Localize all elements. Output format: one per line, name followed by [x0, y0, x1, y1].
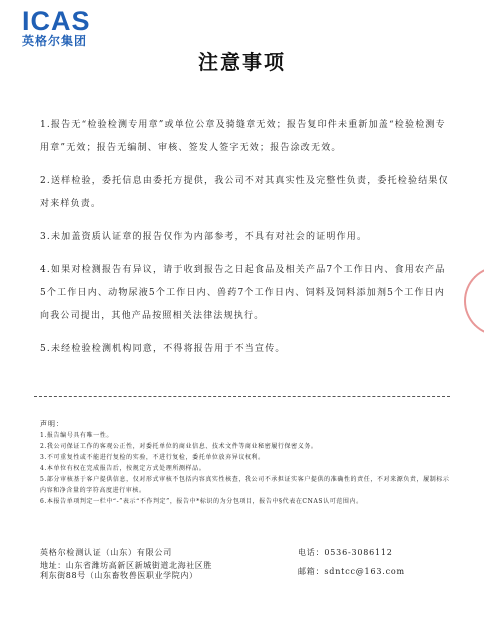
logo-text-en: ICAS — [22, 6, 91, 36]
note-4: 4.如果对检测报告有异议，请于收到报告之日起食品及相关产品7个工作日内、食用农产品5个工作日内、动物尿液5个工作日内、兽药7个工作日内、饲料及饲料添加剂5个工作日内向我公司提出，其他产品按照相关法律法规执行。 — [40, 265, 446, 321]
footer-company-name: 英格尔检测认证（山东）有限公司 — [40, 548, 172, 557]
footer-address: 地址：山东省潍坊高新区新城街道北海社区胜利东街88号（山东畜牧兽医职业学院内） — [40, 561, 212, 580]
red-seal-edge — [464, 266, 484, 336]
declaration-section — [40, 418, 450, 507]
dashed-divider — [34, 396, 450, 397]
note-5: 5.未经检验检测机构同意，不得将报告用于不当宣传。 — [40, 344, 286, 354]
declaration-item-1: 1.报告编号具有唯一性。 — [40, 432, 113, 439]
logo-text-cn: 英格尔集团 — [22, 34, 88, 48]
declaration-item-5: 5.部分审核基于客户提供信息，仅对形式审核不包括内容真实性核查，我公司不承担证实客户提供的准确性的责任，不对来源负责，履制标示内容和净含量的字符高度进行审核。 — [40, 476, 450, 494]
footer-email: 邮箱：sdntcc@163.com — [298, 567, 405, 576]
declaration-item-2: 2.我公司保证工作的客观公正性，对委托单位的商业信息、技术文件等商业秘密履行保密义务。 — [40, 443, 318, 450]
note-2: 2.送样检验，委托信息由委托方提供，我公司不对其真实性及完整性负责，委托检验结果仅对来样负责。 — [40, 176, 449, 209]
notes-section — [40, 114, 450, 371]
footer-phone: 电话：0536-3086112 — [298, 548, 393, 557]
declaration-item-4: 4.本单位有权在完成报告后，按规定方式处理所测样品。 — [40, 465, 206, 472]
declaration-title: 声明： — [40, 420, 64, 428]
declaration-item-6: 6.本报告单项判定一栏中“-”表示“不作判定”，报告中*标识的为分包项目，报告中§代表在CNAS认可范围内。 — [40, 498, 363, 505]
declaration-item-3: 3.不可重复性或不能进行复检的实验，不进行复检，委托单位放弃异议权利。 — [40, 454, 265, 461]
note-3: 3.未加盖资质认证章的报告仅作为内部参考，不具有对社会的证明作用。 — [40, 232, 368, 242]
page-title: 注意事项 — [198, 50, 286, 74]
note-1: 1.报告无“检验检测专用章”或单位公章及骑缝章无效；报告复印件未重新加盖“检验检测专用章”无效；报告无编制、审核、签发人签字无效；报告涂改无效。 — [40, 120, 446, 153]
company-logo — [22, 8, 102, 48]
